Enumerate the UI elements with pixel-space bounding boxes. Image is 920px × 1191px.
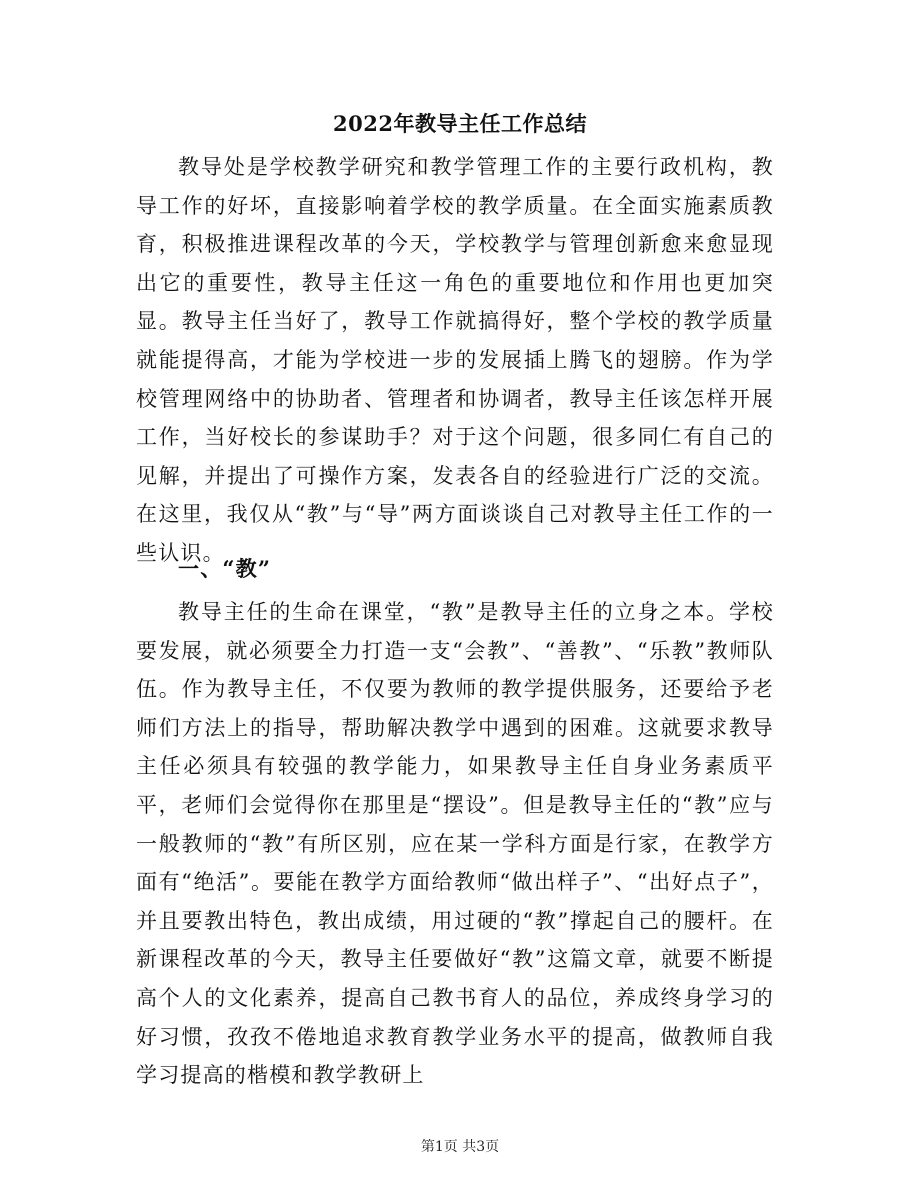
paragraph-intro: 教导处是学校教学研究和教学管理工作的主要行政机构，教导工作的好坏，直接影响着学校的教学质量。在全面实施素质教育，积极推进课程改革的今天，学校教学与管理创新愈来愈显现出它的重要性，教导主任这一角色的重要地位和作用也更加突显。教导主任当好了，教导工作就搞得好，整个学校的教学质量就能提得高，才能为学校进一步的发展插上腾飞的翅膀。作为学校管理网络中的协助者、管理者和协调者，教导主任该怎样开展工作，当好校长的参谋助手？对于这个问题，很多同仁有自己的见解，并提出了可操作方案，发表各自的经验进行广泛的交流。在这里，我仅从“教”与“导”两方面谈谈自己对教导主任工作的一些认识。 xyxy=(136,155,774,565)
document-title: 2022年教导主任工作总结 xyxy=(333,111,587,136)
section-heading-jiao: 一、“教” xyxy=(178,556,272,581)
page-footer: 第1页 共3页 xyxy=(420,1139,500,1155)
paragraph-jiao: 教导主任的生命在课堂，“教”是教导主任的立身之本。学校要发展，就必须要全力打造一支“会教”、“善教”、“乐教”教师队伍。作为教导主任，不仅要为教师的教学提供服务，还要给予老师们方法上的指导，帮助解决教学中遇到的困难。这就要求教导主任必须具有较强的教学能力，如果教导主任自身业务素质平平，老师们会觉得你在那里是“摆设”。但是教导主任的“教”应与一般教师的“教”有所区别，应在某一学科方面是行家，在教学方面有“绝活”。要能在教学方面给教师“做出样子”、“出好点子”，并且要教出特色，教出成绩，用过硬的“教”撑起自己的腰杆。在新课程改革的今天，教导主任要做好“教”这篇文章，就要不断提高个人的文化素养，提高自己教书育人的品位，养成终身学习的好习惯，孜孜不倦地追求教育教学业务水平的提高，做教师自我学习提高的楷模和教学教研上 xyxy=(136,600,774,1088)
